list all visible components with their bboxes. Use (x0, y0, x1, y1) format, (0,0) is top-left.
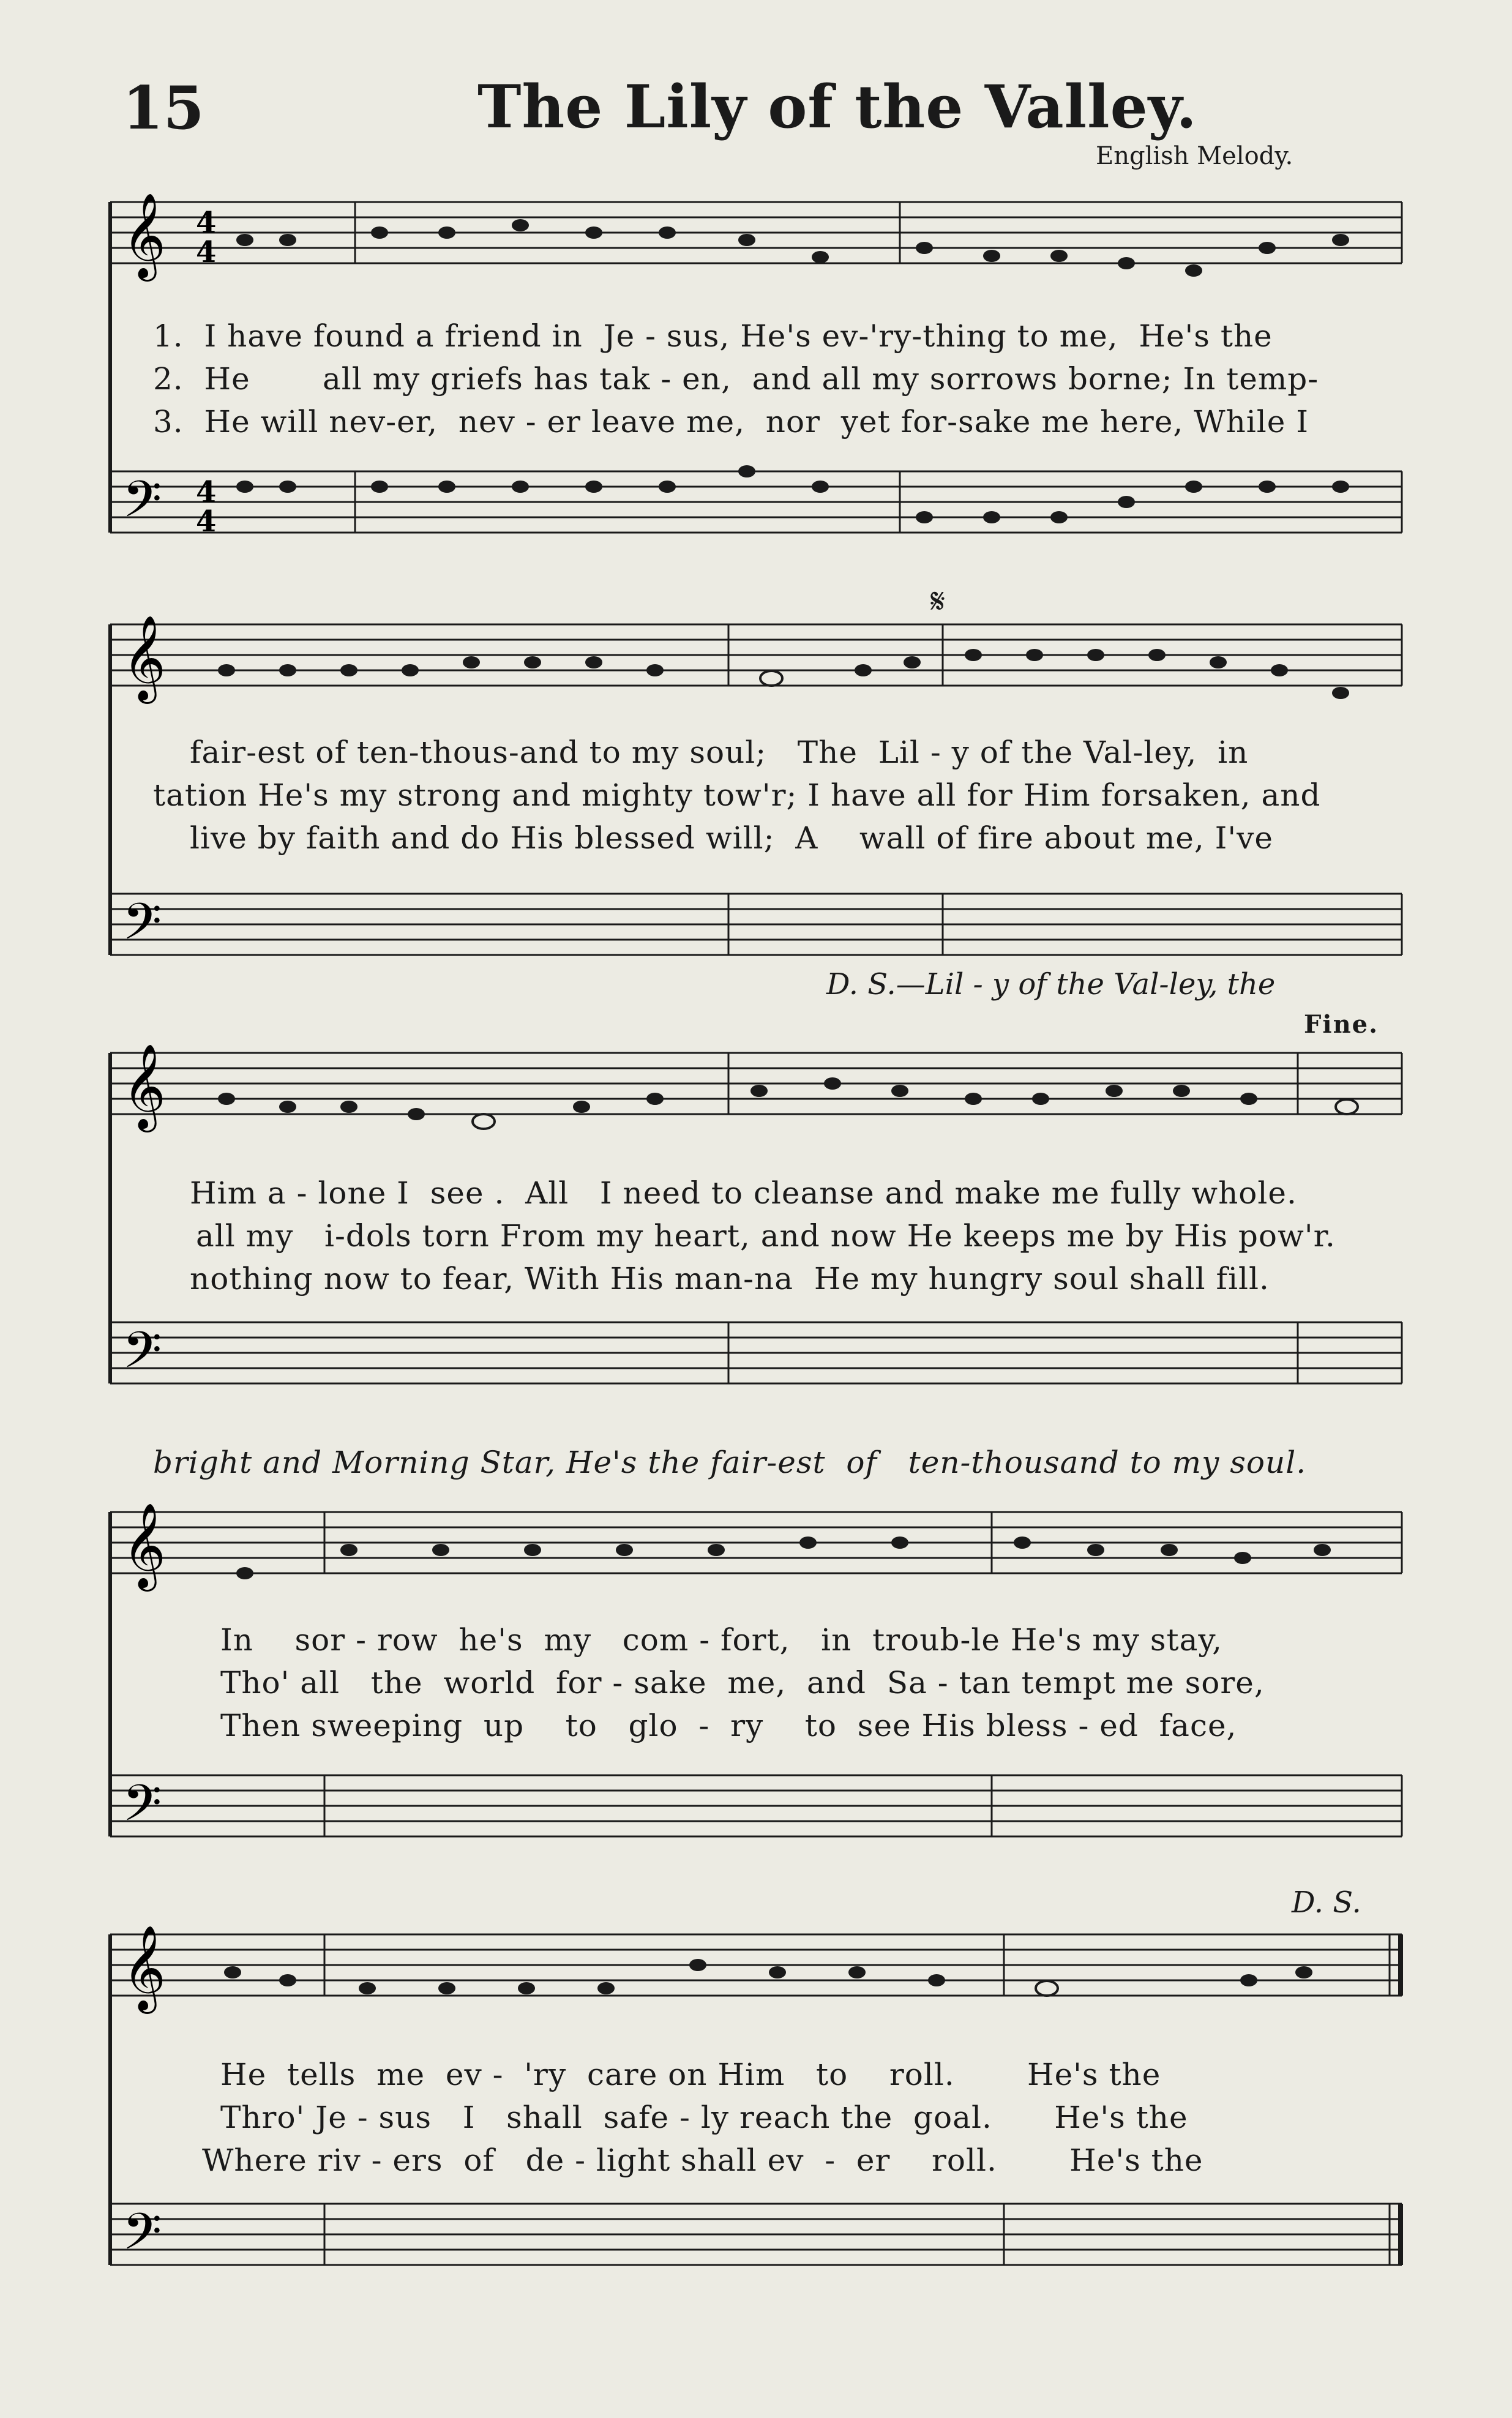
svg-text:𝄞: 𝄞 (122, 1044, 166, 1129)
fine-mark: Fine. (1304, 1010, 1379, 1039)
svg-text:4: 4 (196, 475, 217, 509)
ds-refrain-line: D. S.—Lil - y of the Val-ley, the (826, 967, 1276, 1001)
svg-text:𝄞: 𝄞 (122, 1503, 166, 1588)
svg-text:4: 4 (196, 235, 217, 269)
lyric-verse-1: He tells me ev - 'ry care on Him to roll. He's the (220, 2057, 1161, 2092)
refrain-tail-line: bright and Morning Star, He's the fair-est of ten-thousand to my soul. (153, 1445, 1307, 1480)
hymn-number: 15 (122, 73, 204, 143)
lyric-verse-1: 1. I have found a friend in Je - sus, He's ev-'ry-thing to me, He's the (153, 318, 1273, 354)
svg-text:𝄞: 𝄞 (122, 615, 166, 700)
hymn-title: The Lily of the Valley. (477, 72, 1197, 141)
lyric-verse-1: fair-est of ten-thous-and to my soul; The Lil - y of the Val-ley, in (190, 735, 1249, 770)
lyric-verse-3: 3. He will nev-er, nev - er leave me, nor yet for-sake me here, While I (153, 404, 1309, 440)
lyric-verse-3: Where riv - ers of de - light shall ev - er roll. He's the (202, 2143, 1203, 2178)
music-system-4 (104, 1494, 1408, 1873)
svg-text:𝄢: 𝄢 (122, 1773, 162, 1845)
lyric-verse-1: Him a - lone I see . All I need to cleanse and make me fully whole. (190, 1175, 1297, 1211)
music-system-3 (104, 1035, 1408, 1481)
lyric-verse-2: tation He's my strong and mighty tow'r; I have all for Him forsaken, and (153, 777, 1321, 813)
svg-text:𝄢: 𝄢 (122, 892, 162, 964)
lyric-verse-2: 2. He all my griefs has tak - en, and all my sorrows borne; In temp- (153, 361, 1319, 397)
music-system-5 (104, 1885, 1408, 2326)
svg-text:4: 4 (196, 504, 217, 539)
music-system-2 (104, 582, 1408, 1039)
composer-credit: English Melody. (1096, 142, 1293, 170)
lyric-verse-2: all my i-dols torn From my heart, and now He keeps me by His pow'r. (196, 1218, 1336, 1254)
segno-sign: 𝄋 (930, 582, 946, 621)
svg-text:𝄞: 𝄞 (122, 193, 166, 278)
svg-text:𝄢: 𝄢 (122, 470, 162, 541)
svg-text:4: 4 (196, 206, 217, 240)
ds-mark: D. S. (1292, 1885, 1361, 1920)
music-system-1 (104, 184, 1408, 575)
lyric-verse-3: Then sweeping up to glo - ry to see His bless - ed face, (220, 1708, 1237, 1743)
lyric-verse-1: In sor - row he's my com - fort, in troub-le He's my stay, (220, 1622, 1222, 1658)
lyric-verse-3: live by faith and do His blessed will; A wall of fire about me, I've (190, 820, 1273, 856)
svg-text:𝄞: 𝄞 (122, 1925, 166, 2010)
lyric-verse-2: Thro' Je - sus I shall safe - ly reach the goal. He's the (220, 2100, 1188, 2135)
lyric-verse-2: Tho' all the world for - sake me, and Sa - tan tempt me sore, (220, 1665, 1265, 1701)
svg-text:𝄢: 𝄢 (122, 2202, 162, 2274)
svg-text:𝄢: 𝄢 (122, 1320, 162, 1392)
lyric-verse-3: nothing now to fear, With His man-na He my hungry soul shall fill. (190, 1261, 1270, 1297)
